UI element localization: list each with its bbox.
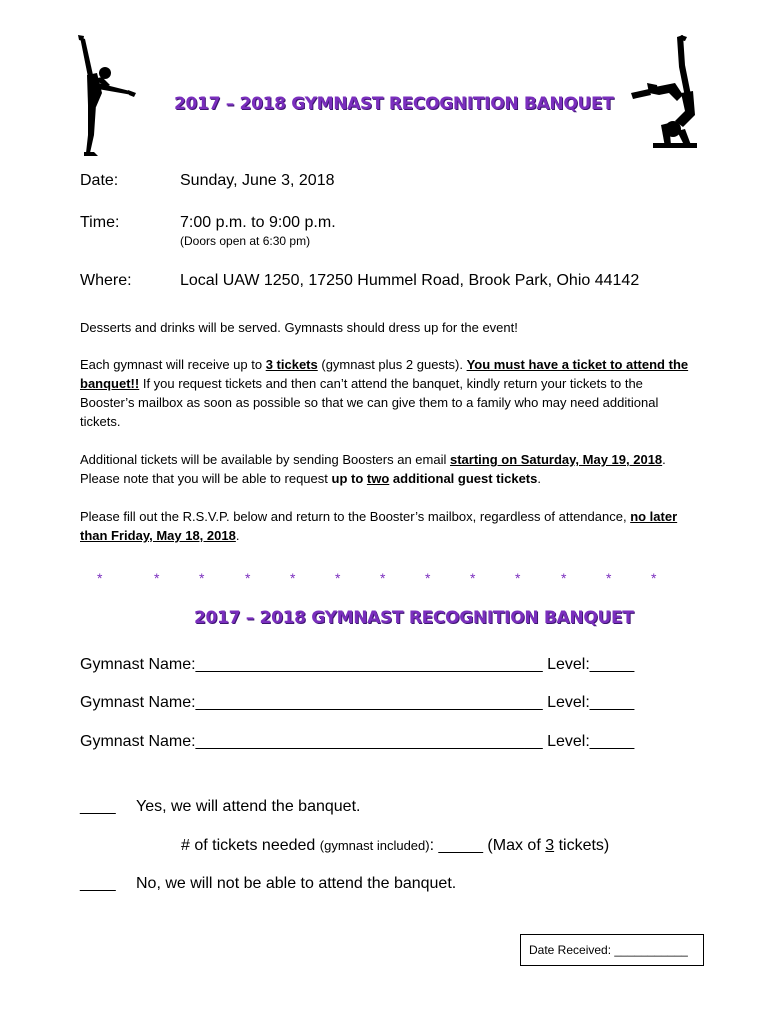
no-blank[interactable]: ____ (80, 875, 116, 892)
yes-option-label: Yes, we will attend the banquet. (136, 798, 361, 815)
time-note: (Doors open at 6:30 pm) (180, 234, 311, 248)
paragraph-refreshments (80, 318, 700, 337)
refreshments-text: Desserts and drinks will be served. Gymnasts should dress up for the event! (80, 320, 518, 335)
date-received-box: Date Received: ___________ (520, 934, 704, 966)
tickets-needed-blank: : _____ (Max of (429, 837, 546, 854)
tickets-max-suffix: tickets) (554, 837, 610, 854)
divider-star: * (154, 570, 160, 586)
additional-start-date: starting on Saturday, May 19, 2018 (449, 452, 663, 467)
date-value: Sunday, June 3, 2018 (180, 172, 335, 189)
gymnast-leg-hold-icon (70, 35, 140, 157)
additional-text-f: additional guest tickets (389, 471, 538, 486)
where-value: Local UAW 1250, 17250 Hummel Road, Brook Park, Ohio 44142 (180, 272, 640, 289)
time-label: Time: (80, 214, 120, 231)
divider-star: * (290, 570, 296, 586)
where-label: Where: (80, 272, 132, 289)
rsvp-title: 2017 – 2018 GYMNAST RECOGNITION BANQUET (194, 608, 634, 628)
divider-star: * (380, 570, 386, 586)
paragraph-rsvp (80, 507, 700, 545)
divider-star: * (561, 570, 567, 586)
gymnast-name-field[interactable]: Gymnast Name:_______________________________________ Level:_____ (80, 656, 635, 673)
paragraph-additional-tickets (80, 450, 700, 488)
tickets-needed-label: # of tickets needed (181, 837, 320, 854)
gymnast-name-field[interactable]: Gymnast Name:_______________________________________ Level:_____ (80, 694, 635, 711)
divider-star: * (651, 570, 657, 586)
rsvp-deadline: no later than Friday, May 18, 2018 (80, 509, 678, 543)
tickets-count: 3 tickets (265, 357, 318, 372)
no-option-label: No, we will not be able to attend the banquet. (136, 875, 457, 892)
time-value: 7:00 p.m. to 9:00 p.m. (180, 214, 336, 231)
additional-text-g: . (537, 471, 541, 486)
gymnast-handstand-icon (625, 35, 705, 150)
tickets-text-e: If you request tickets and then can’t attend the banquet, kindly return your tickets to the Booster’s mailbox as soon as possible so that we can give them to a family who may need additional tickets. (80, 376, 659, 429)
gymnast-name-field[interactable]: Gymnast Name:_______________________________________ Level:_____ (80, 733, 635, 750)
divider-star: * (425, 570, 431, 586)
divider-star: * (515, 570, 521, 586)
date-label: Date: (80, 172, 119, 189)
additional-text-c: . Please note that you will be able to request (80, 452, 666, 486)
rsvp-text-a: Please fill out the R.S.V.P. below and return to the Booster’s mailbox, regardless of attendance, (80, 509, 631, 524)
divider-star: * (606, 570, 612, 586)
paragraph-tickets (80, 355, 700, 431)
additional-two: two (366, 471, 390, 486)
tickets-text-c: (gymnast plus 2 guests). (317, 357, 467, 372)
tickets-needed-note: (gymnast included) (319, 838, 430, 853)
divider-star: * (199, 570, 205, 586)
tickets-needed-field[interactable] (181, 837, 609, 855)
additional-text-a: Additional tickets will be available by sending Boosters an email (80, 452, 450, 467)
tickets-max-number: 3 (545, 837, 555, 854)
yes-blank[interactable]: ____ (80, 798, 116, 815)
divider-star: * (335, 570, 341, 586)
rsvp-text-c: . (235, 528, 240, 543)
ticket-required-note: You must have a ticket to attend the banquet!! (80, 357, 689, 391)
divider-star: * (97, 570, 103, 586)
additional-text-d: up to (331, 471, 367, 486)
tickets-text-a: Each gymnast will receive up to (80, 357, 266, 372)
divider-star: * (470, 570, 476, 586)
page-title: 2017 – 2018 GYMNAST RECOGNITION BANQUET (174, 94, 614, 114)
divider-star: * (245, 570, 251, 586)
